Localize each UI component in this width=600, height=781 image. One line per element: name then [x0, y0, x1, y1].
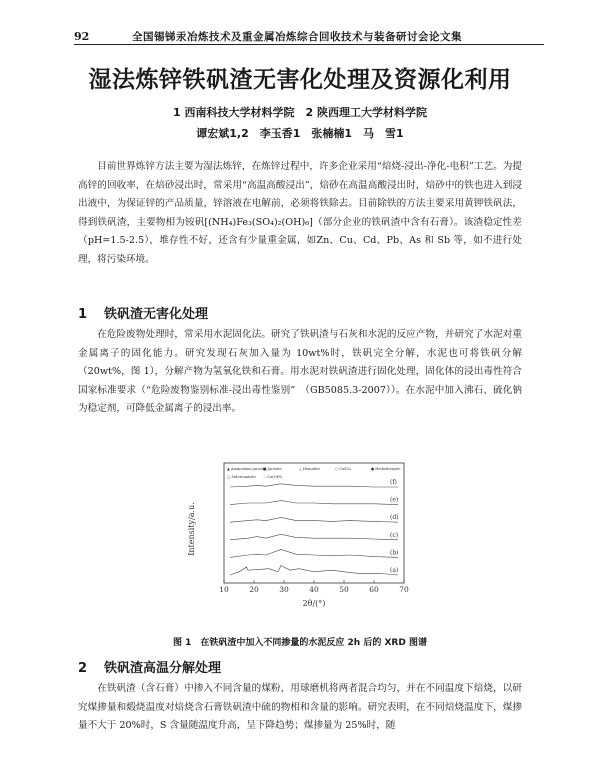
series-label: (c)	[390, 531, 399, 539]
article-title: 湿法炼锌铁矾渣无害化处理及资源化利用	[88, 67, 512, 93]
y-axis-label: Intensity/a.u.	[187, 502, 196, 556]
chart-legend	[227, 467, 400, 479]
x-tick-label: 60	[369, 585, 379, 594]
section-2-body: 在铁矾渣（含石膏）中掺入不同含量的煤粉，用球磨机将两者混合均匀，并在不同温度下焙烧，以研究煤掺量和煅烧温度对焙烧含石膏铁矾渣中硫的物相和含量的影响。研究表明，在不同焙烧温度下，煤掺量不大于 20%时，S 含量随温度升高，呈下降趋势；煤掺量为 25%时，随	[78, 683, 522, 732]
legend-entry: □ Sideronatrite	[227, 475, 256, 479]
x-tick-label: 50	[339, 585, 349, 594]
series-line	[230, 517, 398, 522]
legend-entry: △ Hematite	[299, 467, 320, 471]
series-line	[230, 566, 398, 576]
section-2-heading	[78, 657, 221, 676]
series-layer	[230, 479, 399, 575]
x-tick-label: 30	[279, 585, 289, 594]
legend-entry: ● Hedenbergite	[371, 467, 401, 471]
series-line	[230, 550, 398, 558]
authors: 谭宏斌1,2 李玉香1 张楠楠1 马 雪1	[196, 127, 404, 140]
series-label: (b)	[390, 549, 399, 557]
x-tick-label: 10	[219, 585, 229, 594]
affiliations: 1 西南科技大学材料学院 2 陕西理工大学材料学院	[173, 106, 427, 119]
intro-paragraph: 目前世界炼锌方法主要为湿法炼锌，在炼锌过程中，许多企业采用“焙烧-浸出-净化-电积”工艺。为提高锌的回收率，在焙砂浸出时，常采用“高温高酸浸出”，焙砂在高温高酸浸出时，焙砂中的铁也进入到浸出液中，为保证锌的产品质量，锌溶液在电解前，必须将铁除去。目前除铁的方法主要采用黄钾铁矾法，得到铁矾渣，主要物相为铵矾[(NH₄)Fe₃(SO₄)₂(OH)₆]（部分企业的铁矾渣中含有石膏）。该渣稳定性差（pH=1.5-2.5），堆存性不好，还含有少量重金属，如Zn、Cu、Cd、Pb、As 和 Sb 等，如不进行处理，将污染环境。	[78, 161, 522, 265]
section-2-title: 铁矾渣高温分解处理	[104, 661, 222, 676]
page-number: 92	[74, 30, 90, 43]
legend-entry: ■ Jarosite	[263, 467, 282, 471]
figure-caption: 图 1 在铁矾渣中加入不同掺量的水泥反应 2h 后的 XRD 图谱	[173, 638, 427, 648]
x-tick-label: 40	[309, 585, 319, 594]
series-label: (d)	[390, 514, 399, 522]
running-title: 全国锡锑汞冶炼技术及重金属冶炼综合回收技术与装备研讨会论文集	[132, 31, 462, 43]
section-1-heading	[78, 303, 208, 322]
plot-frame	[224, 463, 404, 583]
series-line	[230, 501, 398, 505]
series-line	[230, 484, 398, 487]
series-label: (f)	[390, 479, 397, 486]
x-axis-ticks	[219, 580, 409, 594]
series-line	[230, 531, 399, 540]
legend-entry: ☆ Ca(OH)₂	[263, 475, 283, 479]
section-1-body: 在危险废物处理时，常采用水泥固化法。研究了铁矾渣与石灰和水泥的反应产物，并研究了水泥对重金属离子的固化能力。研究发现石灰加入量为 10wt%时，铁矾完全分解，水泥也可将铁矾分解（20wt%，图 1），分解产物为氢氧化铁和石膏。用水泥对铁矾渣进行固化处理，固化体的浸出毒性符合国家标准要求（“危险废物鉴别标准-浸出毒性鉴别” （GB5085.3-2007））。在水泥中加入沸石、硫化钠为稳定剂，可降低金属离子的浸出率。	[78, 329, 522, 415]
x-tick-label: 20	[249, 585, 259, 594]
series-label: (e)	[390, 496, 399, 504]
x-axis-label: 2θ/(°)	[302, 599, 326, 608]
section-2-number: 2	[78, 661, 88, 676]
section-1-number: 1	[78, 307, 88, 322]
section-1-title: 铁矾渣无害化处理	[104, 307, 209, 322]
series-label: (a)	[390, 567, 399, 574]
legend-entry: ○ CaSO₄	[335, 467, 352, 471]
legend-entry: ▲ Ammonium jarosite	[227, 467, 267, 471]
x-tick-label: 70	[399, 585, 409, 594]
xrd-chart	[184, 459, 414, 609]
